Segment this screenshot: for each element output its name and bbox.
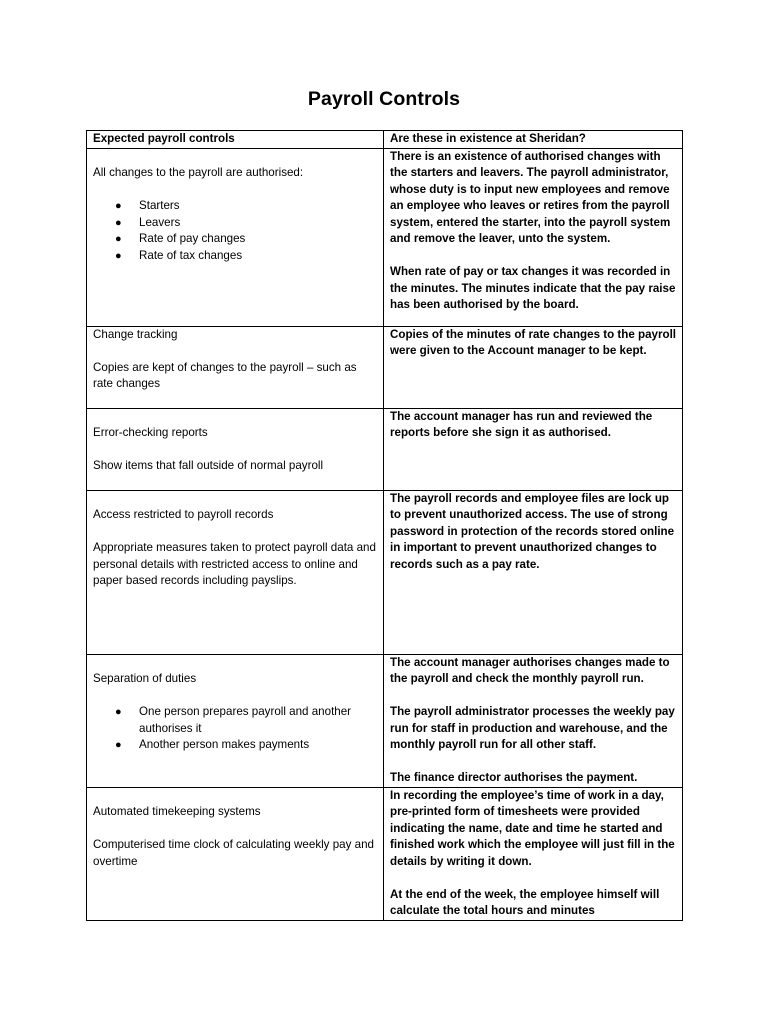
bullet-icon: ● (115, 706, 122, 718)
list-item: ● One person prepares payroll and another authorises it (115, 705, 352, 735)
bullet-icon: ● (115, 249, 122, 262)
control-title: Access restricted to payroll records (93, 508, 274, 521)
answer-paragraph: There is an existence of authorised changes with the starters and leavers. The payroll administrator, whose duty is to input new employees and remove an employee who leaves or retires from the payroll system, entered the starter, into the payroll system and remove the leaver, unto the system. (390, 149, 671, 245)
control-bullet-list (93, 198, 379, 264)
answer-cell (384, 490, 683, 654)
answer-cell (384, 654, 683, 787)
control-description: Show items that fall outside of normal payroll (93, 459, 324, 472)
header-existence-at-sheridan: Are these in existence at Sheridan? (384, 131, 683, 149)
control-cell (87, 148, 384, 326)
document-title: Payroll Controls (307, 88, 461, 110)
answer-paragraph: The finance director authorises the payment. (390, 771, 638, 784)
list-item: ● Another person makes payments (139, 737, 379, 754)
list-item: ● Starters (139, 198, 379, 215)
table-row (87, 490, 683, 654)
answer-cell (384, 148, 683, 326)
answer-cell (384, 326, 683, 408)
table-row (87, 654, 683, 787)
answer-paragraph: In recording the employee’s time of work in a day, pre-printed form of timesheets were provided indicating the name, date and time he started and finished work which the employee will just fill in the details by writing it down. (390, 788, 675, 868)
control-bullet-list (93, 704, 379, 754)
bullet-icon: ● (115, 233, 122, 245)
answer-paragraph: The account manager authorises changes made to the payroll and check the monthly payroll run. (390, 655, 670, 685)
answer-paragraph: At the end of the week, the employee himself will calculate the total hours and minutes (390, 887, 660, 917)
table-row (87, 787, 683, 920)
table-row (87, 326, 683, 408)
control-cell (87, 326, 384, 408)
list-item: ● Leavers (139, 215, 379, 232)
control-description: Copies are kept of changes to the payroll – such as rate changes (93, 360, 357, 390)
control-description: Computerised time clock of calculating weekly pay and overtime (93, 838, 374, 868)
control-title: All changes to the payroll are authorised: (93, 166, 304, 179)
answer-cell (384, 787, 683, 920)
control-title: Change tracking (93, 327, 178, 341)
control-cell (87, 654, 384, 787)
table-row (87, 408, 683, 490)
table-row (87, 148, 683, 326)
control-description: Appropriate measures taken to protect payroll data and personal details with restricted access to online and paper based records including payslips. (93, 541, 376, 587)
bullet-icon: ● (115, 216, 122, 229)
control-title: Separation of duties (93, 672, 197, 685)
answer-paragraph: Copies of the minutes of rate changes to the payroll were given to the Account manager to be kept. (390, 327, 677, 357)
answer-paragraph: The account manager has run and reviewed the reports before she sign it as authorised. (390, 409, 653, 439)
answer-cell (384, 408, 683, 490)
control-cell (87, 408, 384, 490)
answer-paragraph: The payroll records and employee files are lock up to prevent unauthorized access. The use of strong password in protection of the records stored online in important to prevent unauthorized changes to records such as a pay rate. (390, 491, 675, 571)
control-title: Automated timekeeping systems (93, 805, 261, 818)
list-item: ● Rate of pay changes (139, 231, 379, 248)
control-cell (87, 787, 384, 920)
answer-paragraph: The payroll administrator processes the weekly pay run for staff in production and warehouse, and the monthly payroll run for all other staff. (390, 705, 675, 751)
control-cell (87, 490, 384, 654)
bullet-icon: ● (115, 739, 122, 751)
bullet-icon: ● (115, 200, 122, 212)
control-title: Error-checking reports (93, 426, 208, 439)
payroll-controls-table (86, 130, 683, 921)
table-header-row (87, 131, 683, 149)
header-expected-controls: Expected payroll controls (87, 131, 384, 149)
answer-paragraph: When rate of pay or tax changes it was recorded in the minutes. The minutes indicate that the pay raise has been authorised by the board. (390, 265, 676, 311)
list-item: ● Rate of tax changes (139, 248, 379, 265)
